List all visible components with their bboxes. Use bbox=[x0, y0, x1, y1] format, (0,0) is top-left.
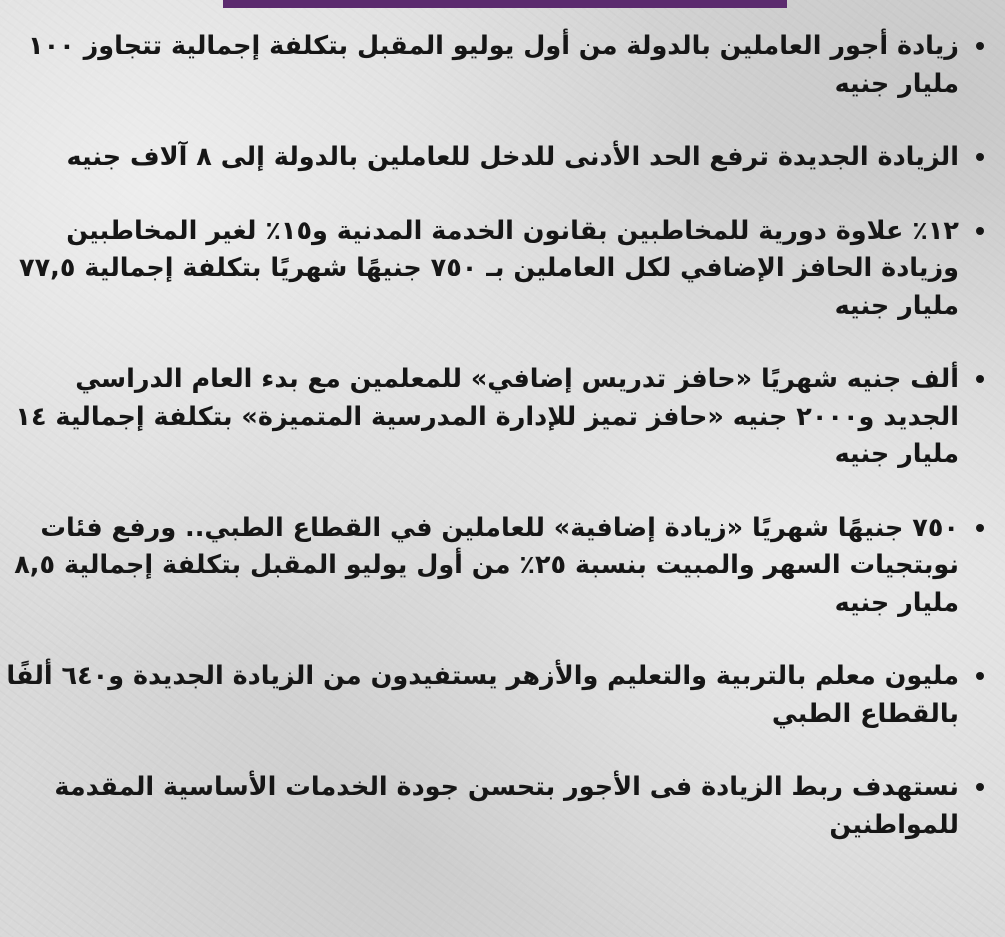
list-item bbox=[6, 361, 991, 474]
list-item-text: زيادة أجور العاملين بالدولة من أول يوليو المقبل بتكلفة إجمالية تتجاوز ١٠٠ مليار جنيه bbox=[28, 31, 959, 99]
bullet-dot-icon bbox=[976, 153, 984, 161]
list-item bbox=[6, 510, 991, 623]
list-item bbox=[6, 28, 991, 103]
list-item bbox=[6, 213, 991, 326]
bullet-dot-icon bbox=[976, 375, 984, 383]
list-item-text: ٧٥٠ جنيهًا شهريًا «زيادة إضافية» للعاملين في القطاع الطبي.. ورفع فئات نوبتجيات السهر والمبيت بنسبة ٢٥٪ من أول يوليو المقبل بتكلفة إجمالية ٨,٥ مليار جنيه bbox=[14, 512, 959, 618]
list-item-text: مليون معلم بالتربية والتعليم والأزهر يستفيدون من الزيادة الجديدة و٦٤٠ ألفًا بالقطاع الطبي bbox=[6, 661, 959, 729]
list-item bbox=[6, 139, 991, 177]
list-item-text: ألف جنيه شهريًا «حافز تدريس إضافي» للمعلمين مع بدء العام الدراسي الجديد و٢٠٠٠ جنيه «حافز تميز للإدارة المدرسية المتميزة» بتكلفة إجمالية ١٤ مليار جنيه bbox=[15, 364, 959, 469]
accent-bar bbox=[223, 0, 787, 8]
bullet-dot-icon bbox=[976, 227, 984, 235]
list-item bbox=[6, 658, 991, 733]
list-item-text: نستهدف ربط الزيادة فى الأجور بتحسن جودة الخدمات الأساسية المقدمة للمواطنين bbox=[54, 772, 959, 840]
bullet-list bbox=[6, 28, 991, 880]
bullet-dot-icon bbox=[976, 524, 984, 532]
bullet-dot-icon bbox=[976, 42, 984, 50]
bullet-dot-icon bbox=[976, 672, 984, 680]
list-item-text: ١٢٪ علاوة دورية للمخاطبين بقانون الخدمة المدنية و١٥٪ لغير المخاطبين وزيادة الحافز الإضافي لكل العاملين بـ ٧٥٠ جنيهًا شهريًا بتكلفة إجمالية ٧٧,٥ مليار جنيه bbox=[19, 215, 959, 321]
list-item bbox=[6, 769, 991, 844]
list-item-text: الزيادة الجديدة ترفع الحد الأدنى للدخل للعاملين بالدولة إلى ٨ آلاف جنيه bbox=[66, 142, 959, 172]
bullet-dot-icon bbox=[976, 783, 984, 791]
